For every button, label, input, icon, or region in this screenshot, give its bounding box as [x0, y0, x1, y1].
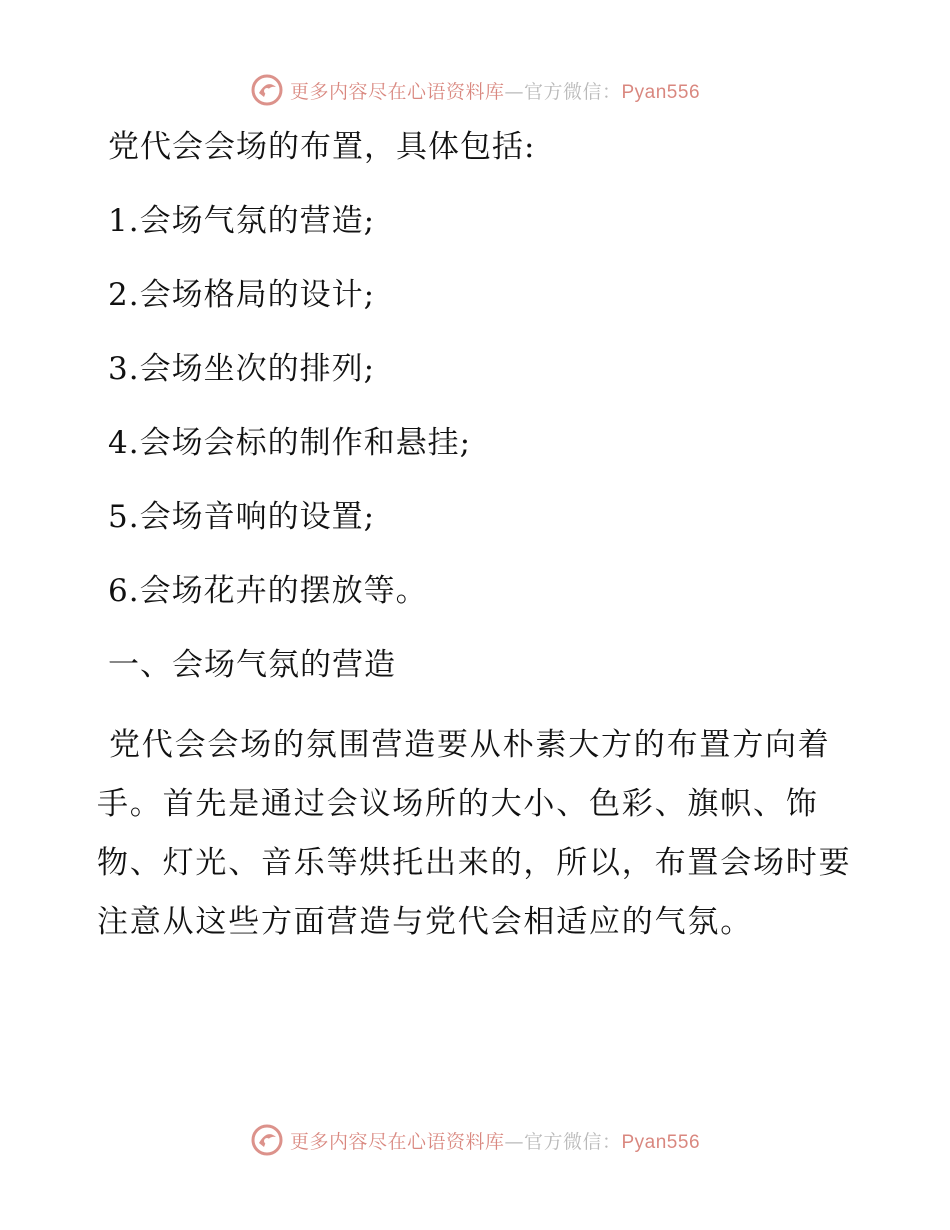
swirl-logo-icon	[250, 73, 284, 107]
list-item-4: 4.会场会标的制作和悬挂;	[108, 425, 472, 461]
list-item-1: 1.会场气氛的营造;	[108, 203, 376, 239]
list-item-6: 6.会场花卉的摆放等。	[108, 573, 428, 609]
footer-watermark	[0, 1120, 950, 1160]
watermark-dash: —	[504, 80, 524, 103]
header-watermark	[0, 70, 950, 110]
section-heading: 一、会场气氛的营造	[108, 647, 396, 683]
watermark-text	[290, 1127, 700, 1154]
watermark-main: 更多内容尽在心语资料库	[289, 80, 505, 103]
list-item-3: 3.会场坐次的排列;	[108, 351, 376, 387]
watermark-main: 更多内容尽在心语资料库	[289, 1130, 505, 1153]
swirl-logo-icon	[250, 1123, 284, 1157]
watermark-official: 官方微信：	[523, 80, 622, 103]
body-paragraph: 党代会会场的氛围营造要从朴素大方的布置方向着手。首先是通过会议场所的大小、色彩、旗帜、饰物、灯光、音乐等烘托出来的，所以，布置会场时要注意从这些方面营造与党代会相适应的气氛。	[97, 727, 852, 940]
list-item-2: 2.会场格局的设计;	[108, 277, 376, 313]
watermark-official: 官方微信：	[523, 1130, 622, 1153]
watermark-wechat-id: Pyan556	[621, 81, 701, 103]
watermark-text	[290, 77, 700, 104]
intro-line: 党代会会场的布置，具体包括:	[108, 129, 536, 165]
watermark-wechat-id: Pyan556	[621, 1131, 701, 1153]
list-item-5: 5.会场音响的设置;	[108, 499, 376, 535]
watermark-dash: —	[504, 1130, 524, 1153]
